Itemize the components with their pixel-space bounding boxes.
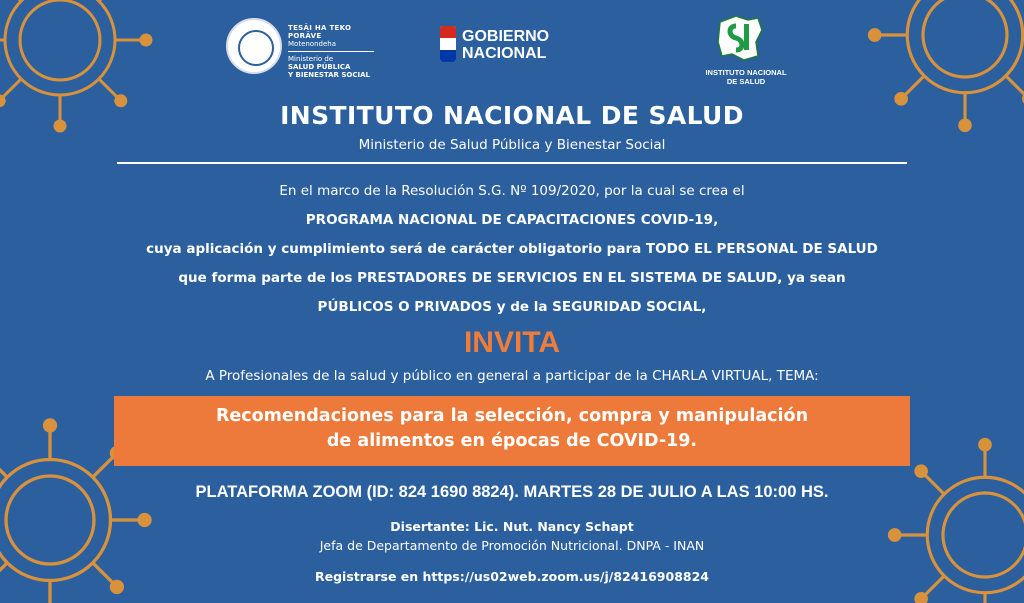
intro-line-5: PÚBLICOS O PRIVADOS y de la SEGURIDAD SOCIAL,: [317, 299, 707, 315]
logo-bar: [0, 12, 1024, 102]
mspbs-logo-line1: TESÃI HA TEKO: [288, 24, 352, 32]
mspbs-logo-divider: [288, 51, 374, 52]
mspbs-logo-text: [288, 24, 374, 79]
ins-logo-text: [696, 68, 796, 86]
intro-text: [0, 177, 1024, 322]
invita-heading: INVITA: [463, 326, 561, 359]
gobierno-logo-text: [462, 28, 549, 62]
page-subtitle: Ministerio de Salud Pública y Bienestar Social: [358, 137, 666, 153]
intro-line-2: PROGRAMA NACIONAL DE CAPACITACIONES COVID-19,: [305, 212, 719, 228]
mspbs-logo-line3: Motenondeha: [288, 40, 337, 48]
intro-line-4: que forma parte de los PRESTADORES DE SERVICIOS EN EL SISTEMA DE SALUD, ya sean: [178, 270, 846, 286]
topic-line-2: de alimentos en épocas de COVID-19.: [326, 431, 698, 451]
intro-line-1: En el marco de la Resolución S.G. Nº 109/2020, por la cual se crea el: [279, 183, 745, 199]
gobierno-logo-line1: GOBIERNO: [462, 28, 550, 45]
header-divider: [117, 162, 907, 164]
page-title: INSTITUTO NACIONAL DE SALUD: [280, 101, 744, 130]
speaker-role: Jefa de Departamento de Promoción Nutricional. DNPA - INAN: [319, 538, 705, 553]
seal-icon: [226, 18, 282, 74]
register-link[interactable]: Registrarse en https://us02web.zoom.us/j/82416908824: [315, 569, 709, 584]
ins-logo-line1: INSTITUTO NACIONAL: [705, 68, 787, 77]
mspbs-logo: [226, 18, 376, 78]
topic-banner: [114, 396, 910, 466]
flag-icon: [440, 26, 456, 62]
mspbs-logo-line2: PORÃVE: [288, 32, 322, 40]
mspbs-logo-line5: SALUD PÚBLICA: [288, 63, 351, 71]
ins-logo-line2: DE SALUD: [726, 77, 766, 86]
platform-info: PLATAFORMA ZOOM (ID: 824 1690 8824). MARTES 28 DE JULIO A LAS 10:00 HS.: [195, 483, 829, 501]
mspbs-logo-line4: Ministerio de: [288, 55, 334, 63]
ins-logo-icon: [714, 12, 766, 64]
topic-line-1: Recomendaciones para la selección, compra y manipulación: [215, 406, 809, 426]
intro-line-3: cuya aplicación y cumplimiento será de carácter obligatorio para TODO EL PERSONAL DE SALUD: [146, 241, 878, 257]
ins-logo: [696, 12, 796, 102]
gobierno-logo-line2: NACIONAL: [462, 45, 547, 62]
speaker-name: Disertante: Lic. Nut. Nancy Schapt: [390, 519, 634, 534]
mspbs-logo-line6: Y BIENESTAR SOCIAL: [288, 71, 370, 79]
invite-text: A Profesionales de la salud y público en general a participar de la CHARLA VIRTUAL, TEMA:: [205, 368, 819, 384]
